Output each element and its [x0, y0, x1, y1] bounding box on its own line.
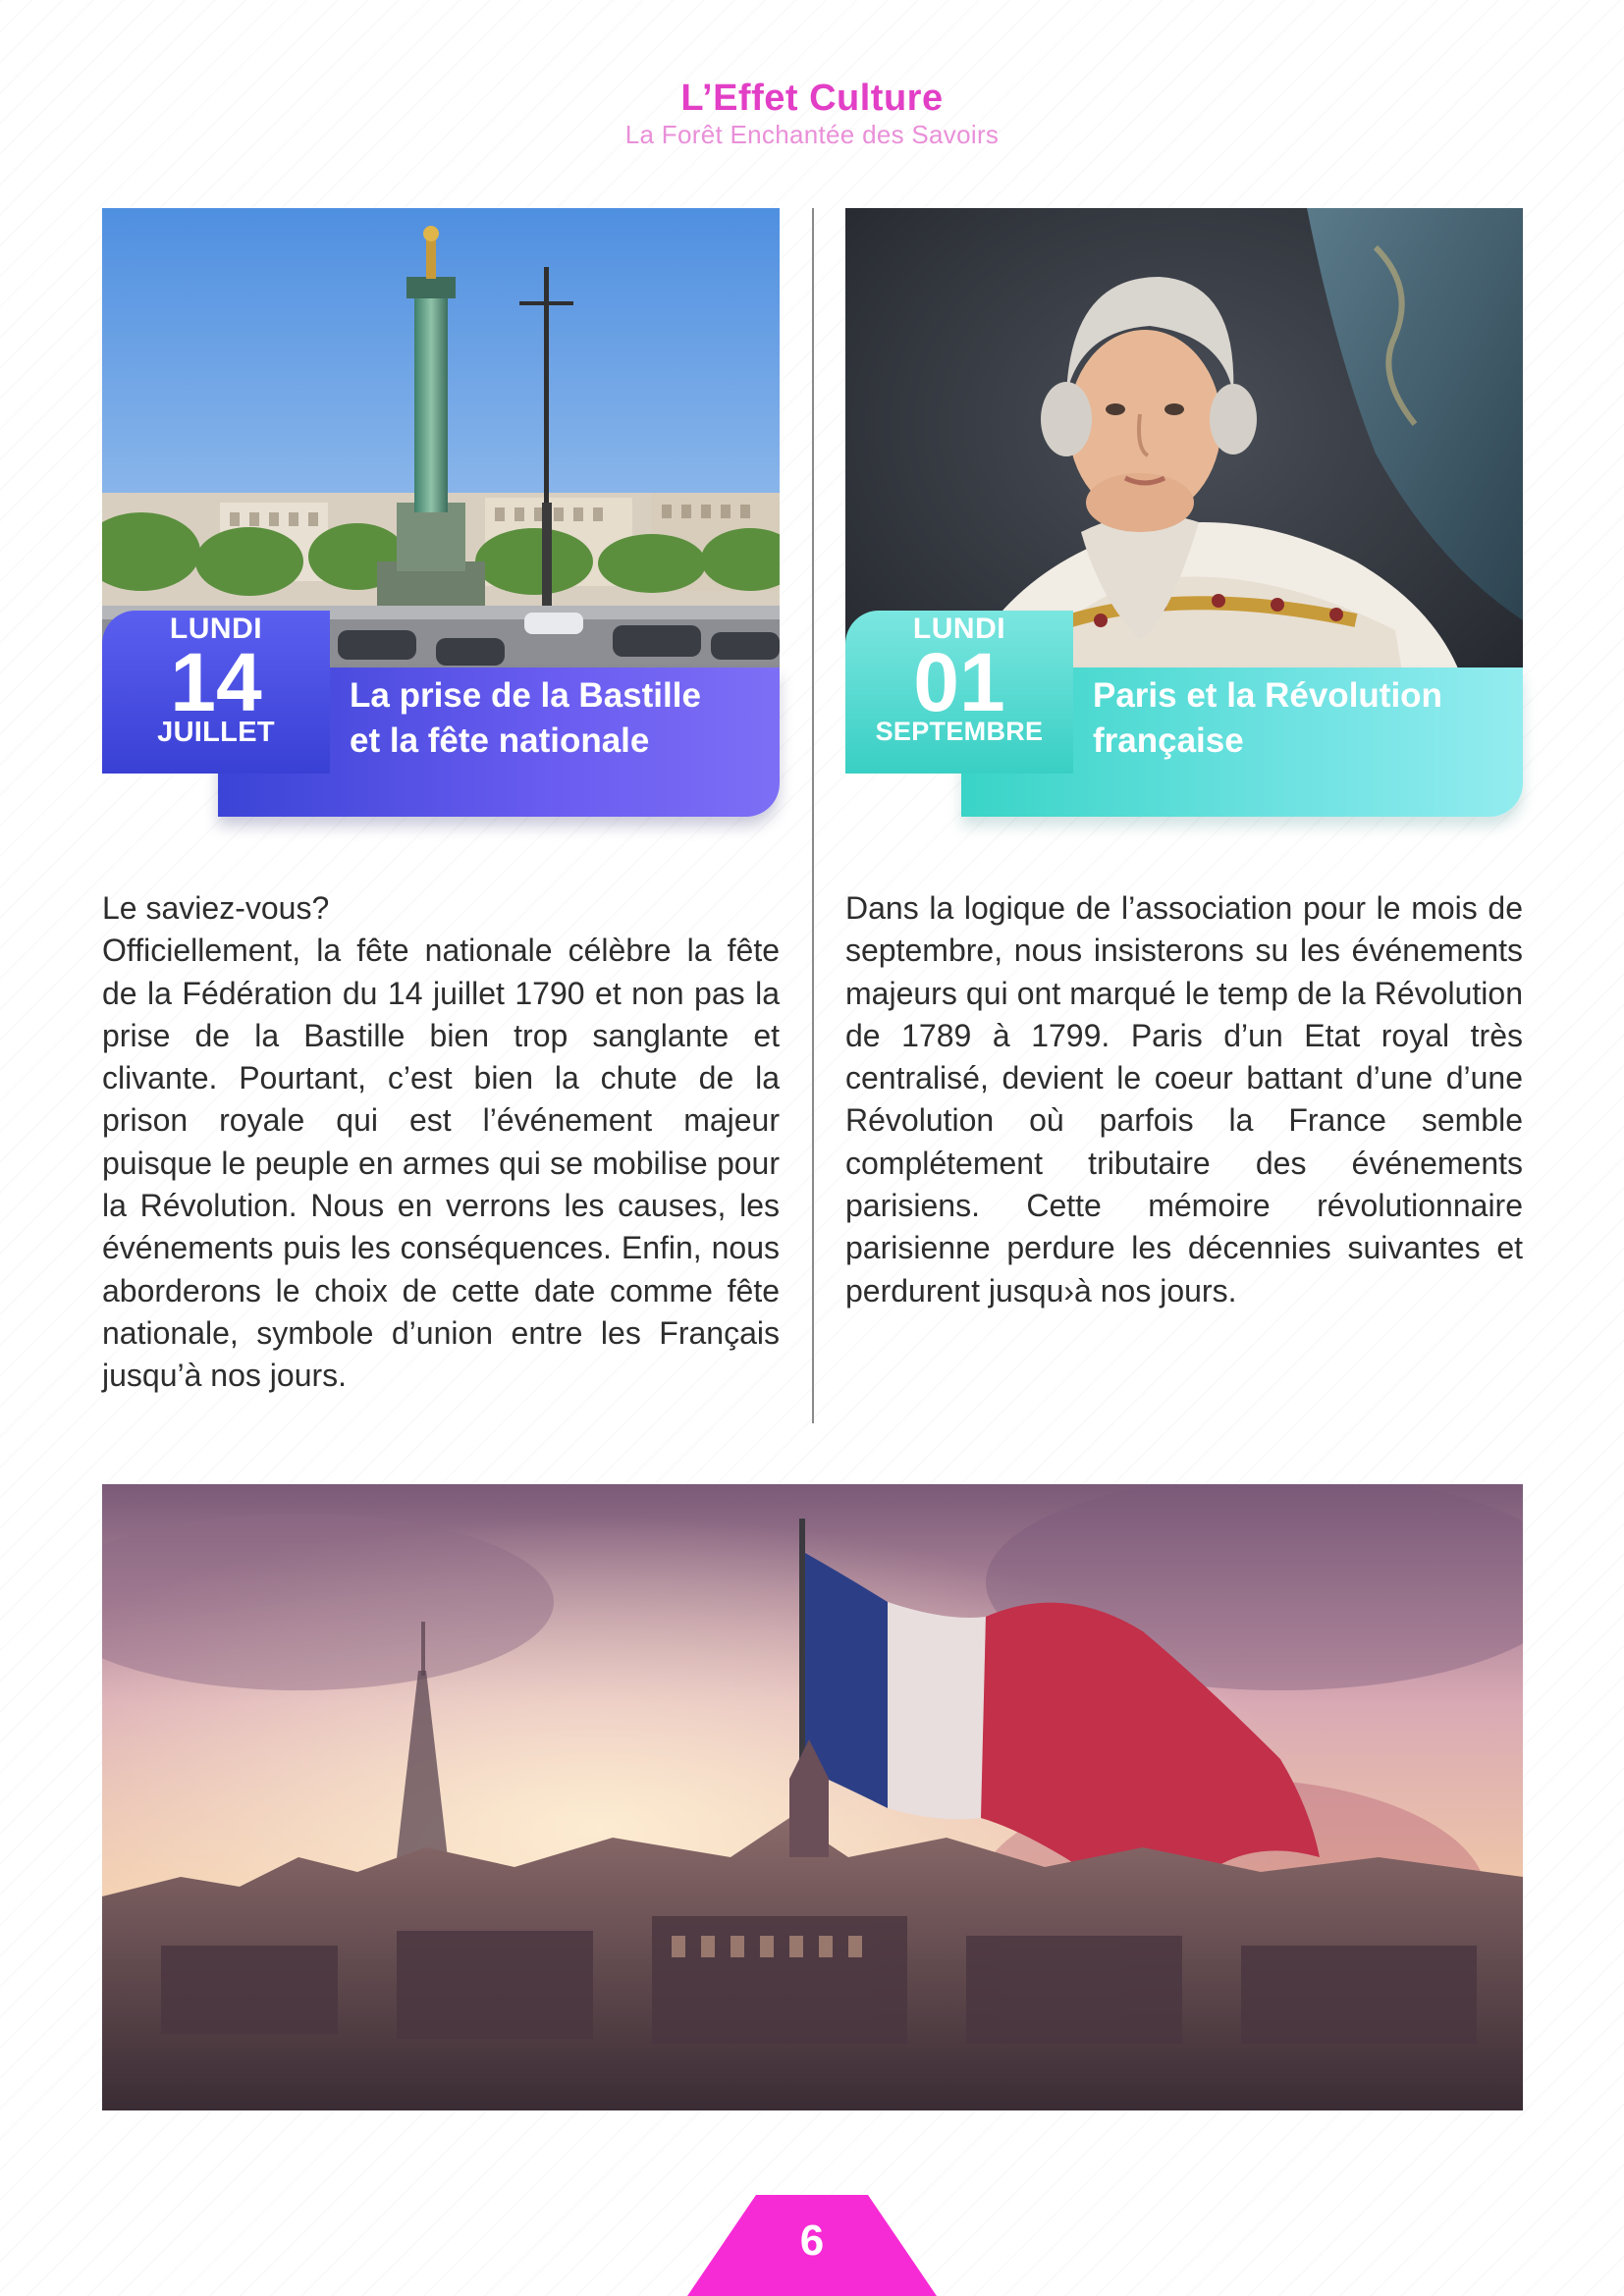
text-body: Officiellement, la fête nationale célèbre la fête de la Fédération du 14 juillet 1790 et non pas la prise de la Bastille bien trop sanglante et clivante. Pourtant, c’est bien la chute de la prison royale qui est l’événement majeur puisque le peuple en armes qui se mobilise pour la Révolution. Nous en verrons les causes, les événements puis les conséquences. Enfin, nous aborderons le choix de cette date comme fête nationale, symbole d’union entre les Français jusqu’à nos jours. [102, 933, 780, 1394]
card-title-line2: et la fête nationale [350, 721, 650, 760]
card-title-line1: La prise de la Bastille [350, 676, 701, 715]
bastille-text [102, 887, 780, 1398]
column-divider [812, 208, 814, 1423]
date-month: JUILLET [157, 717, 275, 748]
card-title [350, 673, 772, 764]
text-body: Dans la logique de l’association pour le mois de septembre, nous insisterons su les événements majeurs qui ont marqué le temp de la Révolution de 1789 à 1799. Paris d’un Etat royal très centralisé, devient le coeur battant d’une d’une Révolution où parfois la France semble complétement tributaire des événements parisiens. Cette mémoire révolutionnaire parisienne perdure les décennies suivantes et perdurent jusqu›à nos jours. [845, 890, 1523, 1308]
date-month: SEPTEMBRE [875, 717, 1044, 746]
page-header [0, 77, 1624, 149]
brand-subtitle: La Forêt Enchantée des Savoirs [624, 120, 1000, 149]
date-day: LUNDI [912, 613, 1006, 645]
event-card-bastille [102, 208, 780, 827]
revolution-text [845, 887, 1523, 1312]
brand-title: L’Effet Culture [680, 78, 944, 119]
revolution-paris-banner-image [102, 1484, 1523, 2110]
date-number: 14 [170, 636, 262, 728]
page-number: 6 [799, 2216, 825, 2265]
card-title [1093, 673, 1515, 764]
date-number: 01 [913, 636, 1005, 728]
card-title-line2: française [1093, 721, 1244, 760]
date-day: LUNDI [169, 613, 263, 645]
text-intro: Le saviez-vous? [102, 890, 330, 926]
card-title-line1: Paris et la Révolution [1093, 676, 1442, 715]
event-card-revolution [845, 208, 1523, 827]
